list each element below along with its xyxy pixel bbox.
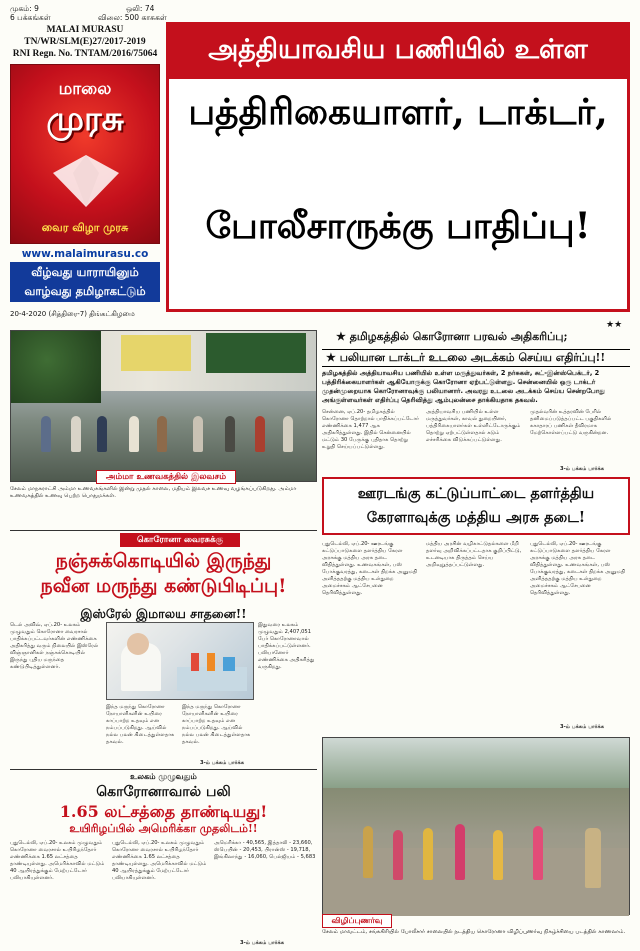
performer-figure — [423, 828, 433, 880]
rni-line: RNI Regn. No. TNTAM/2016/75064 — [12, 49, 158, 59]
person-figure — [129, 416, 139, 452]
kerala-column-1: புதுடெல்லி, ஏப்.20- ஊரடங்கு கட்டுப்பாடுகளை தளர்த்திய கேரள அரசுக்கு மத்திய அரசு தடை விதித்துள்ளது. உணவகங்கள், பஸ் போக்குவரத்து, கடைகள் திறக்க அனுமதி அளித்ததற்கு மத்திய உள்துறை அமைச்சகம் ஆட்சேபனை தெரிவித்துள்ளது. — [322, 541, 418, 596]
photo-badge: விழிப்புணர்வு — [322, 914, 392, 928]
person-figure — [41, 416, 51, 452]
publication-info — [10, 24, 160, 60]
world-stats: அமெரிக்கா - 40,565, இத்தாலி - 23,660, ஸ்பெயின் - 20,453, பிரான்ஸ் - 19,718, இங்கிலாந்து - 16,060, பெல்ஜியம் - 5,683 — [214, 840, 316, 860]
performer-figure — [363, 826, 373, 878]
date-line — [10, 310, 160, 319]
lead-column-3: முதல்வரின் உத்தரவின் பேரில் தனிமைப்படுத்தப்பட்ட பகுதிகளில் சுகாதாரப் பணிகள் தீவிரமாக மேற்கொள்ளப்பட்டு வருகின்றன. — [530, 409, 612, 436]
headline-line-1: பத்திரிகையாளர், டாக்டர், — [188, 91, 608, 133]
weekday: திங்கட்கிழமை — [89, 310, 135, 318]
slogan-line-2: வாழ்வது தமிழாகட்டும் — [24, 284, 146, 298]
banner-green — [206, 333, 306, 373]
naviga-headline-2: நவீன மருந்து கண்டுபிடிப்பு! — [40, 575, 287, 597]
lead-intro: தமிழகத்தில் அத்தியாவசிய பணியில் உள்ள மருத்துவர்கள், 2 நர்சுகள், சுட்-இன்ஸ்பெக்டர், 2 பத்திரிக்கையாளர்கள் ஆகியோருக்கு கொரோனா ஏற்பட்டுள்ளது. சென்னையில் ஒரு டாக்டர் முதன்முறையாக கொரோனாவுக்கு பலியானார். அவரது உடலை அடக்கம் செய்ய சென்றபோது அங்குள்ளவர்கள் எதிர்ப்பு தெரிவித்து ஆம்புலன்சை தாக்கியதாக தகவல். — [322, 369, 605, 404]
issue-number: ஒலி: 74 — [126, 4, 155, 13]
sky-trees — [323, 738, 629, 788]
person-figure — [157, 416, 167, 452]
tree — [11, 331, 101, 403]
lab-photo — [106, 622, 254, 700]
lead-subhead-2: ★ பலியான டாக்டர் உடலை அடக்கம் செய்ய எதிர்ப்பு!! — [326, 351, 606, 364]
world-column-1: புதுடெல்லி, ஏப்.20- உலகம் முழுவதும் கொரோனா வைரசால் உயிரிழந்தோர் எண்ணிக்கை 1.65 லட்சத்தை தாண்டியுள்ளது. அமெரிக்காவில் மட்டும் 40 ஆயிரத்துக்கும் மேற்பட்டோர் பலியாகியுள்ளனர். — [10, 840, 105, 881]
paper-name: MALAI MURASU — [46, 25, 124, 35]
world-kicker: உலகம் முழுவதும் — [130, 772, 197, 781]
price: விலை: 500 காசுகள் — [98, 13, 167, 22]
headline-kicker: அத்தியாவசிய பணியில் உள்ள — [208, 34, 588, 65]
kerala-column-3: புதுடெல்லி, ஏப்.20- ஊரடங்கு கட்டுப்பாடுகளை தளர்த்திய கேரள அரசுக்கு மத்திய அரசு தடை விதித்துள்ளது. உணவகங்கள், பஸ் போக்குவரத்து, கடைகள் திறக்க அனுமதி அளித்ததற்கு மத்திய உள்துறை அமைச்சகம் ஆட்சேபனை தெரிவித்துள்ளது. — [530, 541, 626, 596]
section-divider — [10, 530, 317, 531]
page-count: 6 பக்கங்கள் — [10, 13, 51, 22]
sample-tube — [207, 653, 215, 671]
person-figure — [71, 416, 81, 452]
lead-column-1: சென்னை, ஏப்.20- தமிழகத்தில் கொரோனா தொற்றால் பாதிக்கப்பட்டோர் எண்ணிக்கை 1,477 ஆக அதிகரித்துள்ளது. இதில் சென்னையில் மட்டும் 30 பேருக்கு புதிதாக தொற்று உறுதி செய்யப்பட்டுள்ளது. — [322, 409, 419, 450]
performer-figure — [533, 826, 543, 880]
world-headline-1: கொரோனாவால் பலி — [96, 784, 231, 800]
main-headline-panel — [166, 22, 630, 312]
naviga-subhead: இஸ்ரேல் இமாலய சாதனை!! — [80, 606, 247, 621]
naviga-column-2: இந்த மருந்து கொரோனா நோயாளிகளின் உயிரை காப்பாற்ற உதவும் என நம்பப்படுகிறது. ஆய்வில் நல்ல பலன் கிடைத்துள்ளதாக தகவல். — [106, 704, 175, 745]
person-figure — [255, 416, 265, 452]
naviga-column-4: இதுவரை உலகம் முழுவதும் 2,407,051 பேர் கொரோனாவால் பாதிக்கப்பட்டுள்ளனர். பலியானோர் எண்ணிக்கை அதிகரித்து வருகிறது. — [258, 622, 315, 670]
photo-caption: சேலம் மாநகராட்சி அம்மா உணவகங்களில் இன்று முதல் காலை, மதியம் இலவச உணவு வழங்கப்படுகிறது. அம்மா உணவகத்தில் உணவு பெற்ற பொதுமக்கள். — [10, 486, 297, 499]
kerala-column-2: மத்திய அரசின் வழிகாட்டுதல்களை மீறி தளர்வு அறிவிக்கப்பட்டதாக குறிப்பிட்டு, உடனடியாக திருத்தம் செய்ய அறிவுறுத்தப்பட்டுள்ளது. — [426, 541, 522, 568]
naviga-continued[interactable]: 3-ம் பக்கம் பார்க்க — [200, 760, 245, 766]
kerala-headline-box — [322, 477, 630, 535]
person-figure — [283, 416, 293, 452]
person-figure — [97, 416, 107, 452]
performer-figure — [493, 830, 503, 880]
photo-badge: அம்மா உணவகத்தில் இலவசம் — [96, 470, 236, 484]
diamond-icon — [49, 151, 123, 211]
lab-container — [223, 657, 235, 671]
lead-column-2: அத்தியாவசிய பணியில் உள்ள மருத்துவர்கள், காவல் துறையினர், பத்திரிகையாளர்கள் உள்ளிட்டோருக்கும் தொற்று ஏற்பட்டுள்ளதால் கடும் எச்சரிக்கை விடுக்கப்பட்டுள்ளது. — [426, 409, 521, 443]
slogan-line-1: வீழ்வது யாராயினும் — [31, 265, 139, 279]
kerala-headline-2: கேரளாவுக்கு மத்திய அரசு தடை! — [366, 509, 586, 526]
police-figure — [585, 828, 601, 888]
website-url[interactable]: www.malaimurasu.co — [21, 248, 149, 260]
date: 20-4-2020 — [10, 310, 47, 318]
masthead-logo — [10, 64, 160, 244]
registration-line: TN/WR/SLM(E)27/2017-2019 — [24, 37, 146, 47]
kerala-headline-1: ஊரடங்கு கட்டுப்பாட்டை தளர்த்திய — [357, 485, 595, 502]
tamil-date: (சித்திரை-7) — [48, 310, 87, 318]
slogan-box — [10, 262, 160, 302]
naviga-headline-1: நஞ்சுக்கொடியில் இருந்து — [55, 550, 272, 572]
person-figure — [193, 416, 203, 452]
headline-line-2: போலீசாருக்கு பாதிப்பு! — [205, 205, 591, 247]
awareness-photo — [322, 737, 630, 915]
lead-continued[interactable]: 3-ம் பக்கம் பார்க்க — [560, 466, 605, 472]
performer-figure — [455, 824, 465, 880]
lead-subhead-1: ★ தமிழகத்தில் கொரோனா பரவல் அதிகரிப்பு; — [336, 330, 568, 343]
naviga-column-1: டெல் அவிவ், ஏப்.20- உலகம் முழுவதும் கொரோனா வைரசால் பாதிக்கப்பட்டவர்களின் எண்ணிக்கை அதிகரித்து வரும் நிலையில் இஸ்ரேல் விஞ்ஞானிகள் நஞ்சுக்கொடியில் இருந்து புதிய மருந்தை கண்டுபிடித்துள்ளனர். — [10, 622, 99, 670]
logo-subtitle: வைர விழா முரசு — [41, 221, 129, 234]
separator-stars: ★★ — [606, 320, 623, 330]
section-label: கொரோனா வைரசுக்கு — [120, 533, 240, 547]
world-column-2: புதுடெல்லி, ஏப்.20- உலகம் முழுவதும் கொரோனா வைரசால் உயிரிழந்தோர் எண்ணிக்கை 1.65 லட்சத்தை தாண்டியுள்ளது. அமெரிக்காவில் மட்டும் 40 ஆயிரத்துக்கும் மேற்பட்டோர் பலியாகியுள்ளனர். — [112, 840, 207, 881]
section-divider — [10, 769, 317, 770]
logo-main-text: முரசு — [46, 99, 124, 139]
kerala-continued[interactable]: 3-ம் பக்கம் பார்க்க — [560, 724, 605, 730]
poster-yellow — [121, 335, 191, 371]
person-figure — [225, 416, 235, 452]
scientist-head — [127, 633, 149, 655]
issue-label: முகம்: 9 — [10, 4, 39, 13]
world-headline-2: 1.65 லட்சத்தை தாண்டியது! — [59, 802, 268, 821]
naviga-column-3: இந்த மருந்து கொரோனா நோயாளிகளின் உயிரை காப்பாற்ற உதவும் என நம்பப்படுகிறது. ஆய்வில் நல்ல பலன் கிடைத்துள்ளதாக தகவல். — [182, 704, 251, 745]
sample-tube — [191, 653, 199, 671]
world-subhead: உயிரிழப்பில் அமெரிக்கா முதலிடம்!! — [69, 822, 258, 835]
world-continued[interactable]: 3-ம் பக்கம் பார்க்க — [240, 940, 285, 946]
performer-figure — [393, 830, 403, 880]
photo-caption: சேலம் மாவட்டம், சங்ககிரியில் போலீசார் சாலையில் நடத்திய கொரோனா விழிப்புணர்வு நிகழ்ச்சியை படத்தில் காணலாம். — [322, 929, 626, 935]
amma-canteen-photo — [10, 330, 317, 482]
logo-top-text: மாலை — [58, 79, 112, 99]
